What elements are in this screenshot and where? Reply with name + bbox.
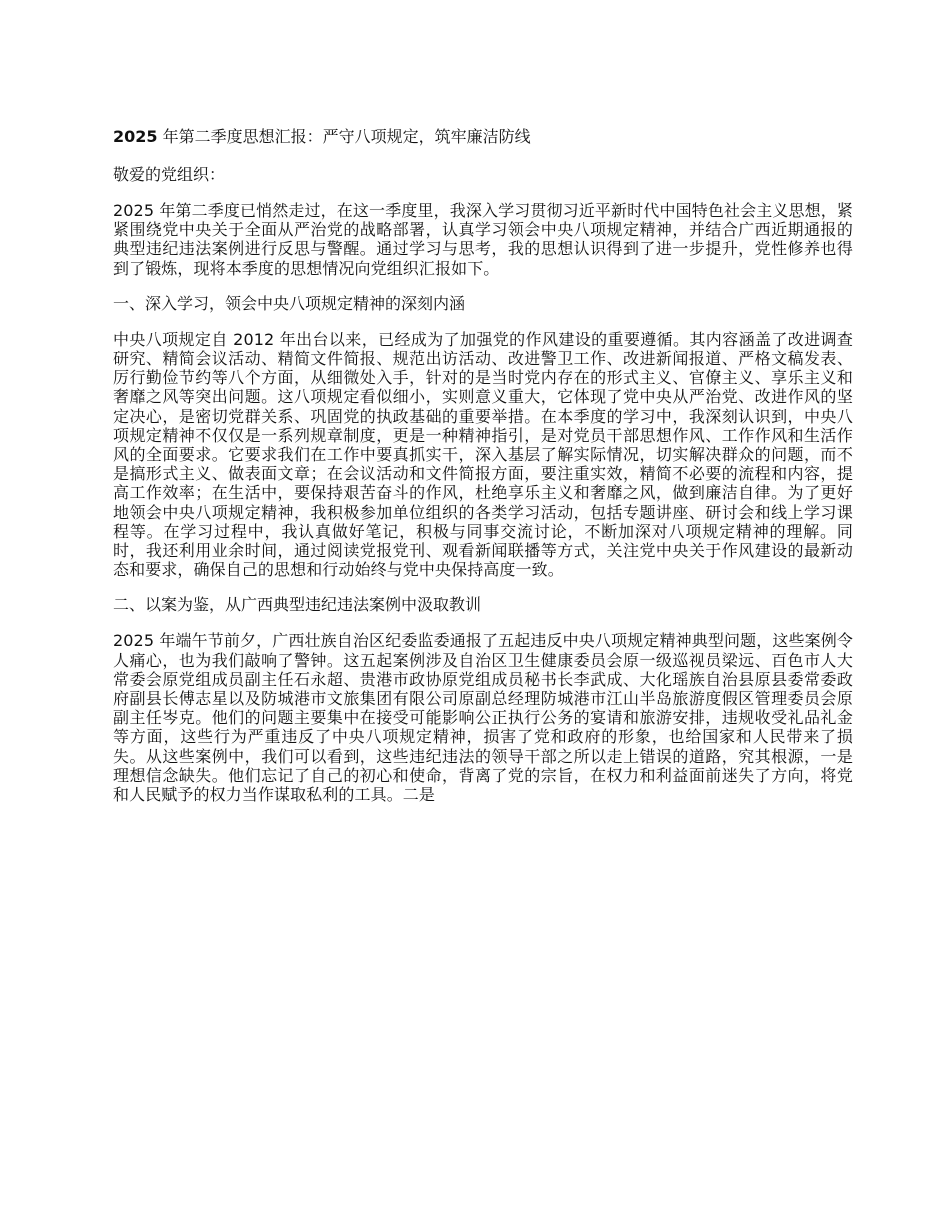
section-1-heading: 一、深入学习，领会中央八项规定精神的深刻内涵 <box>113 293 466 313</box>
document-page <box>113 125 853 818</box>
section-2-paragraph: 2025 年端午节前夕，广西壮族自治区纪委监委通报了五起违反中央八项规定精神典型问题，这些案例令人痛心，也为我们敲响了警钟。这五起案例涉及自治区卫生健康委员会原一级巡视员梁远、百色市人大常委会原党组成员副主任石永超、贵港市政协原党组成员秘书长李武成、大化瑶族自治县原县委常委政府副县长傅志星以及防城港市文旅集团有限公司原副总经理防城港市江山半岛旅游度假区管理委员会原副主任岑克。他们的问题主要集中在接受可能影响公正执行公务的宴请和旅游安排，违规收受礼品礼金等方面，这些行为严重违反了中央八项规定精神，损害了党和政府的形象，也给国家和人民带来了损失。从这些案例中，我们可以看到，这些违纪违法的领导干部之所以走上错误的道路，究其根源，一是理想信念缺失。他们忘记了自己的初心和使命，背离了党的宗旨，在权力和利益面前迷失了方向，将党和人民赋予的权力当作谋取私利的工具。二是 <box>113 631 853 805</box>
greeting: 敬爱的党组织： <box>113 165 226 184</box>
intro-paragraph: 2025 年第二季度已悄然走过，在这一季度里，我深入学习贯彻习近平新时代中国特色社会主义思想，紧紧围绕党中央关于全面从严治党的战略部署，认真学习领会中央八项规定精神，并结合广西近期通报的典型违纪违法案例进行反思与警醒。通过学习与思考，我的思想认识得到了进一步提升，党性修养也得到了锻炼，现将本季度的思想情况向党组织汇报如下。 <box>113 201 853 278</box>
section-2-heading: 二、以案为鉴，从广西典型违纪违法案例中汲取教训 <box>113 595 482 615</box>
document-title <box>113 125 853 149</box>
title-year: 2025 <box>113 127 158 146</box>
section-1-paragraph: 中央八项规定自 2012 年出台以来，已经成为了加强党的作风建设的重要遵循。其内容涵盖了改进调查研究、精简会议活动、精简文件简报、规范出访活动、改进警卫工作、改进新闻报道、严格文稿发表、厉行勤俭节约等八个方面，从细微处入手，针对的是当时党内存在的形式主义、官僚主义、享乐主义和奢靡之风等突出问题。这八项规定看似细小，实则意义重大，它体现了党中央从严治党、改进作风的坚定决心，是密切党群关系、巩固党的执政基础的重要举措。在本季度的学习中，我深刻认识到，中央八项规定精神不仅仅是一系列规章制度，更是一种精神指引，是对党员干部思想作风、工作作风和生活作风的全面要求。它要求我们在工作中要真抓实干，深入基层了解实际情况，切实解决群众的问题，而不是搞形式主义、做表面文章；在会议活动和文件简报方面，要注重实效，精简不必要的流程和内容，提高工作效率；在生活中，要保持艰苦奋斗的作风，杜绝享乐主义和奢靡之风，做到廉洁自律。为了更好地领会中央八项规定精神，我积极参加单位组织的各类学习活动，包括专题讲座、研讨会和线上学习课程等。在学习过程中，我认真做好笔记，积极与同事交流讨论，不断加深对八项规定精神的理解。同时，我还利用业余时间，通过阅读党报党刊、观看新闻联播等方式，关注党中央关于作风建设的最新动态和要求，确保自己的思想和行动始终与党中央保持高度一致。 <box>113 329 853 580</box>
title-text: 年第二季度思想汇报：严守八项规定，筑牢廉洁防线 <box>162 127 531 146</box>
